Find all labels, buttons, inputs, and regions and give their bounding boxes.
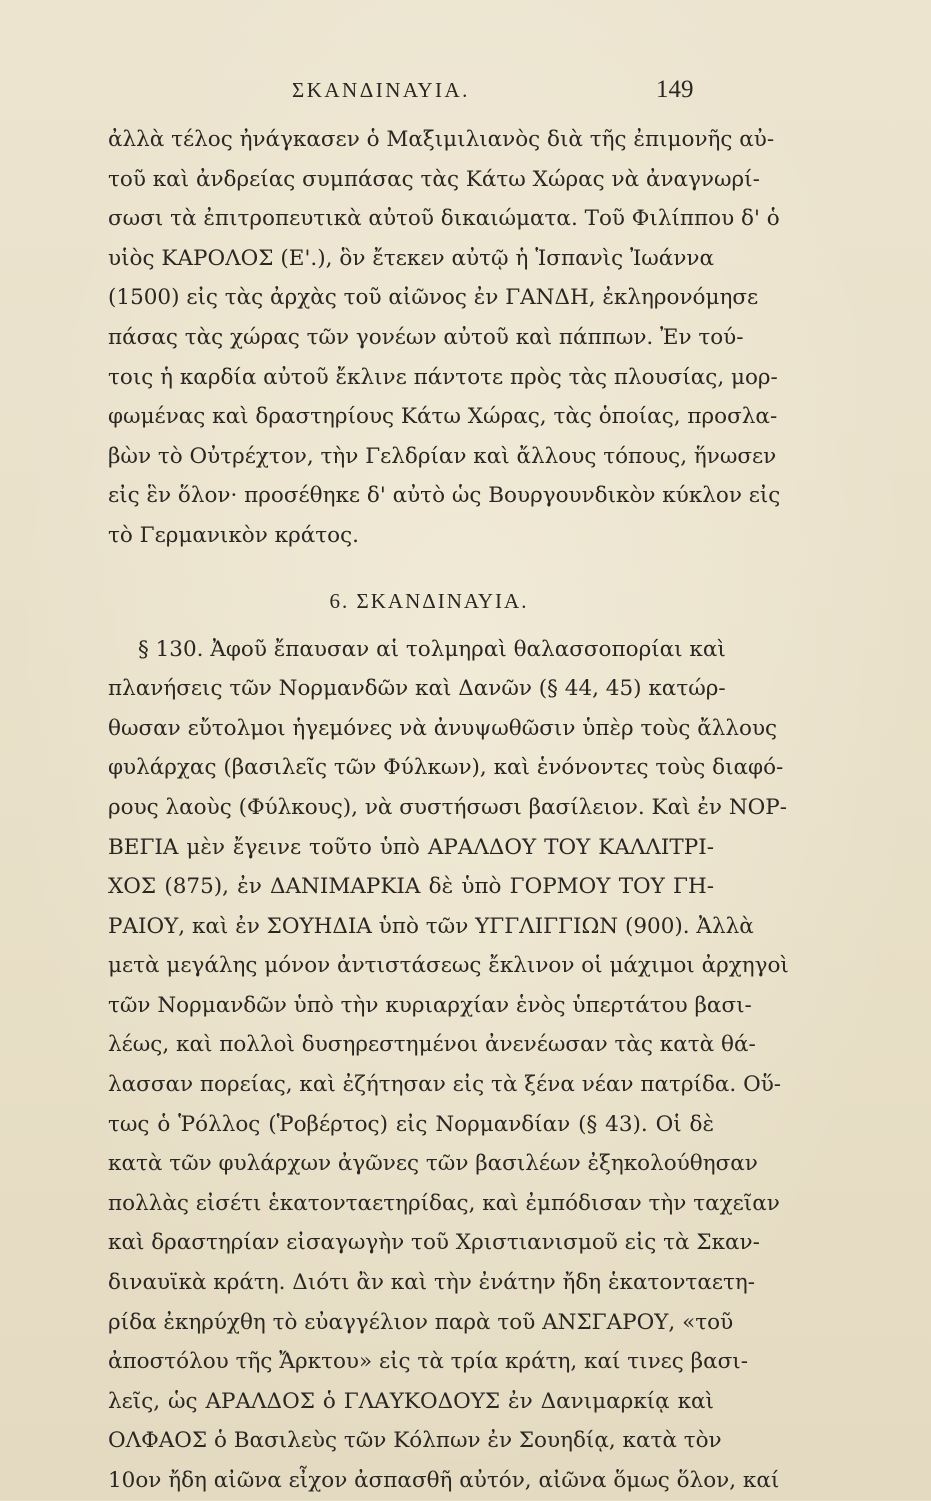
text-line: λασσαν πορείας, καὶ ἐζήτησαν εἰς τὰ ξένα νέαν πατρίδα. Οὕ- [108, 1072, 782, 1098]
text-line: τὸ Γερμανικὸν κράτος. [108, 522, 359, 548]
text-line: διναυϊκὰ κράτη. Διότι ἂν καὶ τὴν ἐνάτην ἤδη ἑκατονταετη- [108, 1270, 756, 1296]
text-line: υἱὸς ΚΑΡΟΛΟΣ (Ε'.), ὃν ἔτεκεν αὐτῷ ἡ Ἱσπανὶς Ἰωάννα [108, 245, 714, 271]
text-line: ἀποστόλου τῆς Ἄρκτου» εἰς τὰ τρία κράτη, καί τινες βασι- [108, 1349, 748, 1375]
text-line: ἀλλὰ τέλος ἠνάγκασεν ὁ Μαξιμιλιανὸς διὰ τῆς ἐπιμονῆς αὐ- [108, 127, 775, 152]
text-line: θωσαν εὔτολμοι ἡγεμόνες νὰ ἀνυψωθῶσιν ὑπὲρ τοὺς ἄλλους [108, 715, 778, 741]
text-line: ρους λαοὺς (Φύλκους), νὰ συστήσωσι βασίλειον. Καὶ ἐν ΝΟΡ- [108, 794, 787, 820]
text-line: τοις ἡ καρδία αὐτοῦ ἔκλινε πάντοτε πρὸς τὰς πλουσίας, μορ- [108, 364, 778, 390]
running-header [0, 76, 931, 110]
text-line: πολλὰς εἰσέτι ἑκατονταετηρίδας, καὶ ἐμπόδισαν τὴν ταχεῖαν [108, 1190, 780, 1216]
text-line: 10ον ἤδη αἰῶνα εἶχον ἀσπασθῆ αὐτόν, αἰῶνα ὅμως ὅλον, καί [108, 1468, 780, 1493]
text-line: καὶ δραστηρίαν εἰσαγωγὴν τοῦ Χριστιανισμοῦ εἰς τὰ Σκαν- [108, 1230, 760, 1256]
text-line: βὼν τὸ Οὐτρέχτον, τὴν Γελδρίαν καὶ ἄλλους τόπους, ἥνωσεν [108, 443, 777, 469]
page-number: 149 [656, 76, 694, 103]
text-line: ΒΕΓΙΑ μὲν ἔγεινε τοῦτο ὑπὸ ΑΡΑΛΔΟΥ ΤΟΥ ΚΑΛΛΙΤΡΙ- [108, 834, 714, 860]
paragraph-section-130 [108, 630, 789, 1501]
text-line: ΟΛΦΑΟΣ ὁ Βασιλεὺς τῶν Κόλπων ἐν Σουηδίᾳ, κατὰ τὸν [108, 1428, 722, 1454]
text-line: εἰς ἓν ὅλον· προσέθηκε δ' αὐτὸ ὡς Βουργουνδικὸν κύκλον εἰς [108, 483, 781, 509]
text-line: πάσας τὰς χώρας τῶν γονέων αὐτοῦ καὶ πάππων. Ἐν τού- [108, 324, 744, 350]
text-line: φυλάρχας (βασιλεῖς τῶν Φύλκων), καὶ ἑνόνοντες τοὺς διαφό- [108, 755, 784, 781]
text-line: σωσι τὰ ἐπιτροπευτικὰ αὐτοῦ δικαιώματα. Τοῦ Φιλίππου δ' ὁ [108, 206, 780, 232]
text-line: λεῖς, ὡς ΑΡΑΛΔΟΣ ὁ ΓΛΑΥΚΟΔΟΥΣ ἐν Δανιμαρκίᾳ καὶ [108, 1388, 714, 1414]
text-line: φωμένας καὶ δραστηρίους Κάτω Χώρας, τὰς ὁποίας, προσλα- [108, 404, 778, 430]
text-line: § 130. Ἀφοῦ ἔπαυσαν αἱ τολμηραὶ θαλασσοπορίαι καὶ [138, 636, 726, 662]
section-heading: 6. ΣΚΑΝΔΙΝΑΥΙΑ. [329, 588, 529, 613]
text-line: τῶν Νορμανδῶν ὑπὸ τὴν κυριαρχίαν ἑνὸς ὑπερτάτου βασι- [108, 992, 752, 1018]
text-line: τοῦ καὶ ἀνδρείας συμπάσας τὰς Κάτω Χώρας νὰ ἀναγνωρί- [108, 166, 760, 192]
text-line: (1500) εἰς τὰς ἀρχὰς τοῦ αἰῶνος ἐν ΓΑΝΔΗ, ἐκληρονόμησε [108, 285, 759, 311]
paragraph-continued [108, 120, 781, 556]
text-line: ΡΑΙΟΥ, καὶ ἐν ΣΟΥΗΔΙΑ ὑπὸ τῶν ΥΓΓΛΙΓΓΙΩΝ (900). Ἀλλὰ [108, 913, 754, 939]
text-line: ρίδα ἐκηρύχθη τὸ εὐαγγέλιον παρὰ τοῦ ΑΝΣΓΑΡΟΥ, «τοῦ [108, 1309, 734, 1335]
running-title: ΣΚΑΝΔΙΝΑΥΙΑ. [292, 78, 470, 102]
body-text [108, 120, 789, 1501]
text-line: πλανήσεις τῶν Νορμανδῶν καὶ Δανῶν (§ 44, 45) κατώρ- [108, 676, 726, 702]
text-line: μετὰ μεγάλης μόνον ἀντιστάσεως ἔκλινον οἱ μάχιμοι ἀρχηγοὶ [108, 953, 789, 979]
text-line: λέως, καὶ πολλοὶ δυσηρεστημένοι ἀνενέωσαν τὰς κατὰ θά- [108, 1032, 756, 1058]
text-line: κατὰ τῶν φυλάρχων ἀγῶνες τῶν βασιλέων ἐξηκολούθησαν [108, 1151, 758, 1177]
text-line: τως ὁ Ῥόλλος (Ῥοβέρτος) εἰς Νορμανδίαν (§ 43). Οἱ δὲ [108, 1111, 714, 1137]
text-line: ΧΟΣ (875), ἐν ΔΑΝΙΜΑΡΚΙΑ δὲ ὑπὸ ΓΟΡΜΟΥ ΤΟΥ ΓΗ- [108, 874, 714, 900]
